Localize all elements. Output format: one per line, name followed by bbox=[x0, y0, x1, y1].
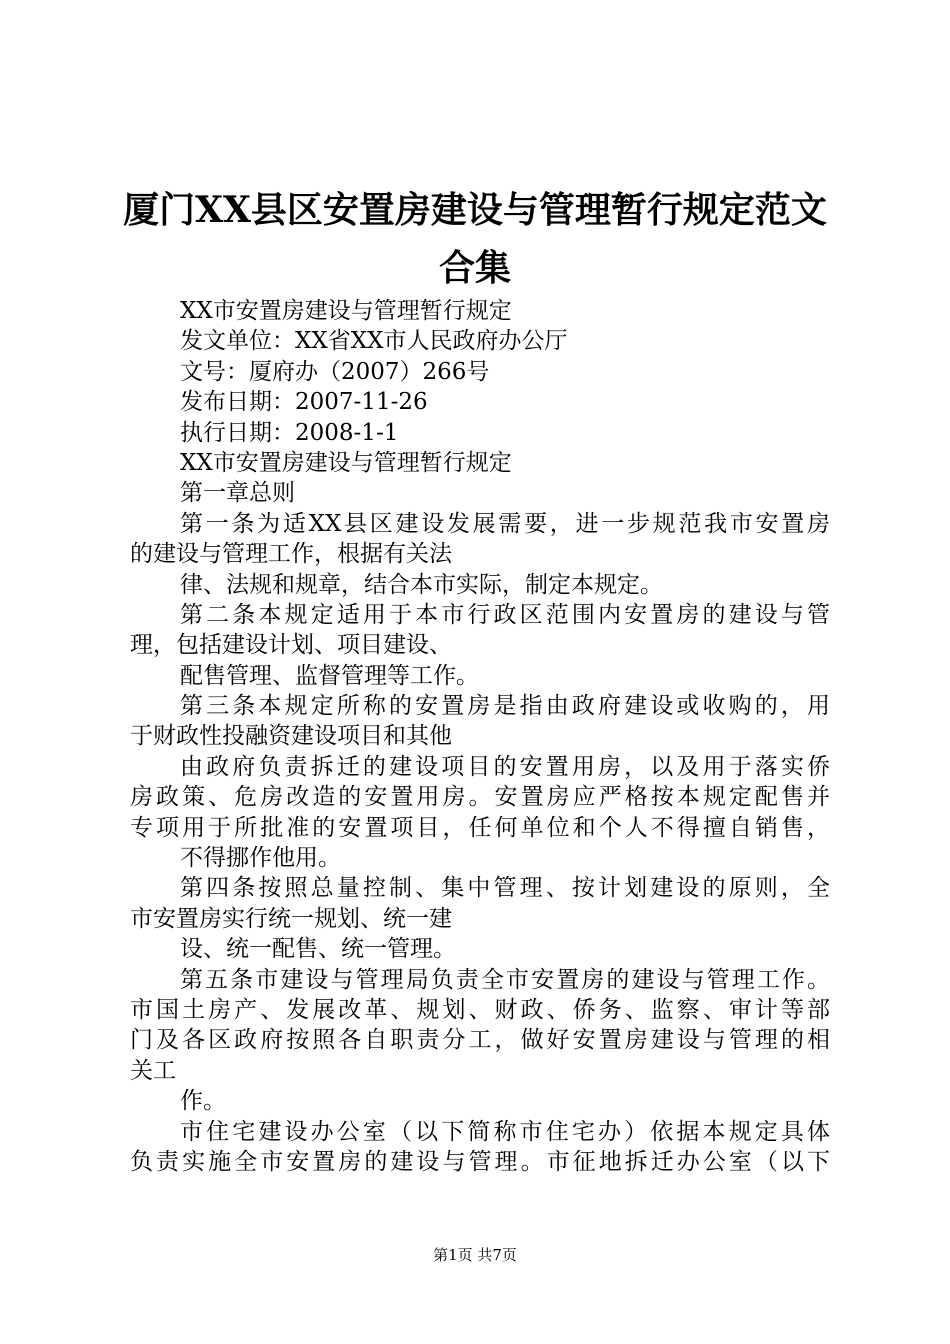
body-line: XX市安置房建设与管理暂行规定 bbox=[180, 298, 512, 324]
body-line: 第四条按照总量控制、集中管理、按计划建设的原则，全 bbox=[180, 875, 830, 902]
body-line: 市安置房实行统一规划、统一建 bbox=[130, 905, 452, 932]
document-title-line-1: 厦门XX县区安置房建设与管理暂行规定范文 bbox=[123, 189, 827, 231]
body-line: 由政府负责拆迁的建设项目的安置用房，以及用于落实侨 bbox=[180, 753, 830, 780]
body-line: 作。 bbox=[180, 1088, 226, 1115]
body-line: 设、统一配售、统一管理。 bbox=[180, 936, 456, 963]
body-line: 执行日期：2008-1-1 bbox=[180, 419, 399, 446]
document-title-line-2: 合集 bbox=[438, 247, 511, 289]
body-line: 不得挪作他用。 bbox=[180, 845, 341, 872]
body-line: 律、法规和规章，结合本市实际，制定本规定。 bbox=[180, 571, 663, 598]
body-line: 市国土房产、发展改革、规划、财政、侨务、监察、审计等部 bbox=[130, 996, 830, 1023]
page-footer: 第1页 共7页 bbox=[433, 1246, 517, 1264]
body-line: 市住宅建设办公室（以下简称市住宅办）依据本规定具体 bbox=[180, 1118, 830, 1145]
body-line: 的建设与管理工作，根据有关法 bbox=[130, 541, 452, 568]
body-line: 负责实施全市安置房的建设与管理。市征地拆迁办公室（以下 bbox=[130, 1148, 830, 1175]
body-line: 第二条本规定适用于本市行政区范围内安置房的建设与管 bbox=[180, 601, 830, 628]
body-line: 第五条市建设与管理局负责全市安置房的建设与管理工作。 bbox=[180, 966, 830, 993]
body-line: 专项用于所批准的安置项目，任何单位和个人不得擅自销售， bbox=[130, 814, 830, 841]
body-line: 第一条为适XX县区建设发展需要，进一步规范我市安置房 bbox=[180, 510, 830, 537]
body-line: 房政策、危房改造的安置用房。安置房应严格按本规定配售并 bbox=[130, 784, 830, 811]
body-line: 第一章总则 bbox=[180, 480, 295, 507]
body-line: 于财政性投融资建设项目和其他 bbox=[130, 723, 452, 750]
body-line: 文号：厦府办（2007）266号 bbox=[180, 358, 490, 385]
body-line: 关工 bbox=[130, 1057, 176, 1084]
body-line: 发文单位：XX省XX市人民政府办公厅 bbox=[180, 328, 568, 355]
body-line: XX市安置房建设与管理暂行规定 bbox=[180, 449, 512, 476]
document-body bbox=[130, 296, 830, 1177]
body-line: 门及各区政府按照各自职责分工，做好安置房建设与管理的相 bbox=[130, 1027, 830, 1054]
body-line: 发布日期：2007-11-26 bbox=[180, 389, 428, 416]
body-line: 第三条本规定所称的安置房是指由政府建设或收购的，用 bbox=[180, 693, 830, 720]
body-line: 理，包括建设计划、项目建设、 bbox=[130, 632, 452, 659]
body-line: 配售管理、监督管理等工作。 bbox=[180, 662, 479, 689]
